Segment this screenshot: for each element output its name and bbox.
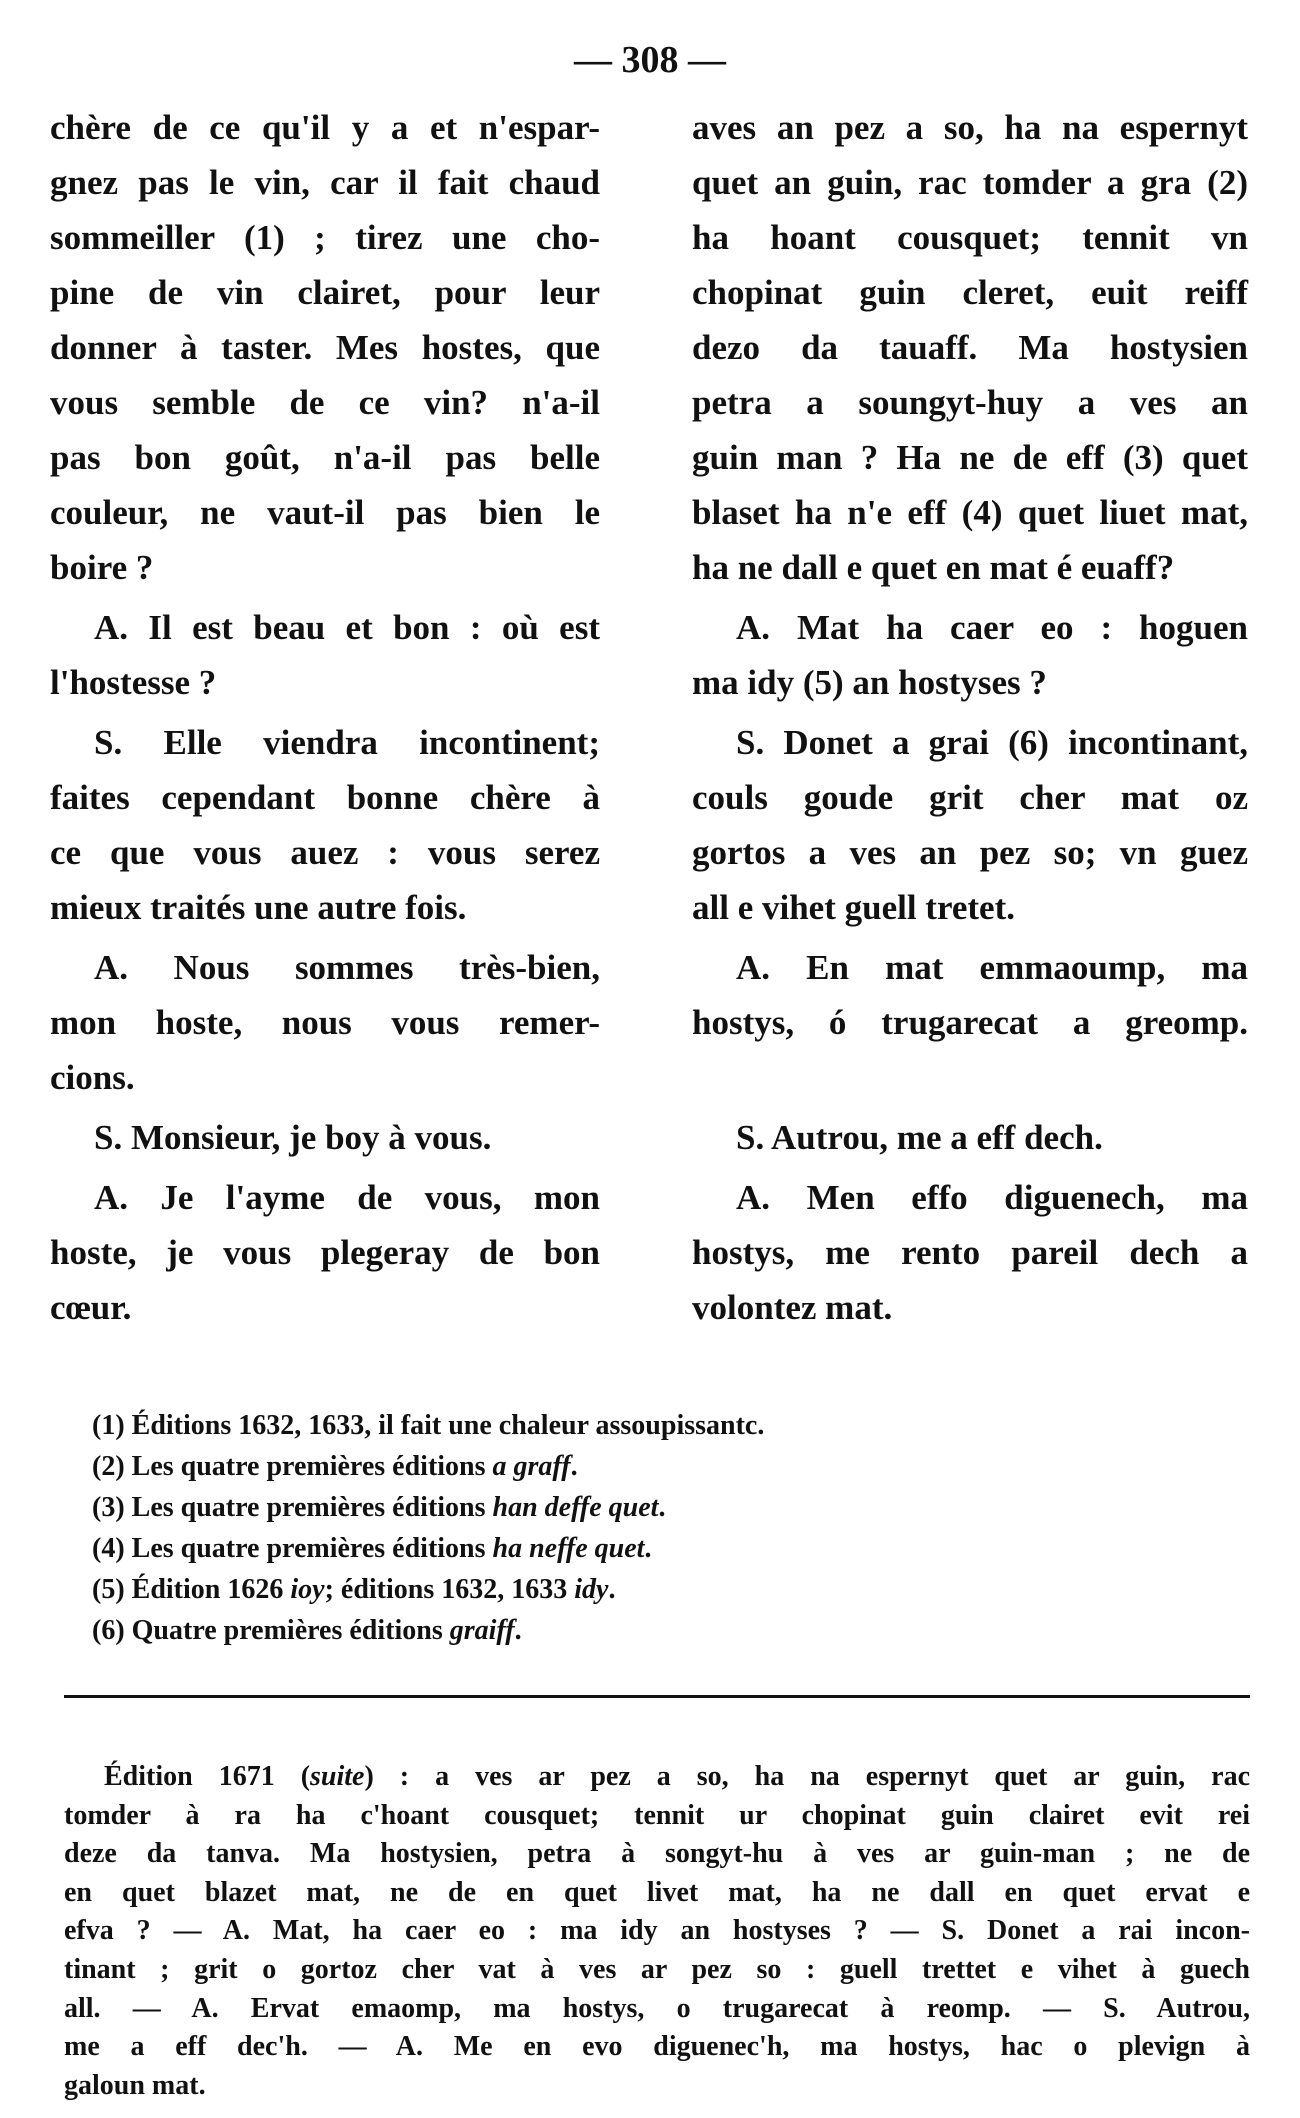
text: Édition 1671 ( [104, 1761, 311, 1792]
text: (5) Édition 1626 [92, 1574, 291, 1605]
text-line: A. Je l'ayme de vous, mon [94, 1178, 600, 1217]
text-line: mon hoste, nous vous remer- [50, 1003, 600, 1042]
text-line: hoste, je vous plegeray de bon [50, 1233, 600, 1272]
note-line [64, 2028, 1250, 2067]
text-line: boire ? [50, 548, 154, 587]
text-line: guin man ? Ha ne de eff (3) quet [692, 438, 1248, 477]
text: . [644, 1533, 652, 1564]
text: all. — A. Ervat emaomp, ma hostys, o trugarecat à reomp. — S. Autrou, [64, 1992, 1250, 2024]
text-line: quet an guin, rac tomder a gra (2) [692, 163, 1248, 202]
note-line [64, 1874, 1250, 1913]
text: tomder à ra ha c'hoant cousquet; tennit ur chopinat guin clairet evit rei [64, 1799, 1250, 1831]
text-line: blaset ha n'e eff (4) quet liuet mat, [692, 493, 1248, 532]
text-line [692, 1050, 1248, 1105]
note-line [64, 2067, 1250, 2106]
footnote [92, 1446, 1092, 1487]
text: ; éditions 1632, 1633 [324, 1574, 575, 1605]
text: efva ? — A. Mat, ha caer eo : ma idy an hostyses ? — S. Donet a rai incon- [64, 1915, 1250, 1947]
italic-text: graiff [449, 1615, 515, 1646]
text-line: ma idy (5) an hostyses ? [692, 663, 1047, 702]
text-line: S. Elle viendra incontinent; [94, 723, 600, 762]
footnotes [92, 1405, 1092, 1651]
text-line: all e vihet guell tretet. [692, 888, 1015, 927]
text-line: A. Men effo diguenech, ma [736, 1178, 1248, 1217]
italic-text: ioy [290, 1574, 325, 1605]
italic-text: han deffe quet [492, 1492, 659, 1523]
text: . [514, 1615, 522, 1646]
text-line: ce que vous auez : vous serez [50, 833, 600, 872]
text-line: pas bon goût, n'a-il pas belle [50, 438, 600, 477]
page-number: — 308 — [574, 39, 726, 81]
text-line: pine de vin clairet, pour leur [50, 273, 600, 312]
text-line: A. Mat ha caer eo : hoguen [736, 608, 1248, 647]
text: . [570, 1451, 578, 1482]
note-line [64, 1951, 1250, 1990]
text-line: chopinat guin cleret, euit reiff [692, 273, 1248, 312]
note-line [64, 1835, 1250, 1874]
footnote [92, 1487, 1092, 1528]
text: deze da tanva. Ma hostysien, petra à songyt-hu à ves ar guin-man ; ne de [64, 1838, 1250, 1870]
italic-text: suite [310, 1761, 365, 1792]
text: ) : a ves ar pez a so, ha na espernyt quet ar guin, rac [364, 1761, 1250, 1792]
text-line: chère de ce qu'il y a et n'espar- [50, 108, 600, 147]
text-line: faites cependant bonne chère à [50, 778, 600, 817]
footnote [92, 1610, 1092, 1651]
footnote [92, 1405, 1092, 1446]
text: . [608, 1574, 616, 1605]
note-line [64, 1990, 1250, 2029]
italic-text: ha neffe quet [492, 1533, 645, 1564]
left-column-french [50, 100, 600, 1335]
text: galoun mat. [64, 2069, 206, 2101]
text-line: A. Nous sommes très-bien, [94, 948, 600, 987]
divider-rule [64, 1695, 1250, 1698]
text-line: gnez pas le vin, car il fait chaud [50, 163, 600, 202]
text: (6) Quatre premières éditions [92, 1615, 450, 1646]
bottom-note-edition-1671 [64, 1758, 1250, 2105]
text: . [658, 1492, 666, 1523]
text: (2) Les quatre premières éditions [92, 1451, 493, 1482]
text: (4) Les quatre premières éditions [92, 1533, 493, 1564]
footnote [92, 1569, 1092, 1610]
text-line: ha hoant cousquet; tennit vn [692, 218, 1248, 257]
text-line: S. Donet a grai (6) incontinant, [736, 723, 1248, 762]
text: tinant ; grit o gortoz cher vat à ves ar pez so : guell trettet e vihet à guech [64, 1953, 1250, 1985]
italic-text: a graff [492, 1451, 571, 1482]
text-line: mieux traités une autre fois. [50, 888, 467, 927]
text-line: cœur. [50, 1288, 132, 1327]
footnote [92, 1528, 1092, 1569]
note-line [64, 1758, 1250, 1797]
note-line [64, 1912, 1250, 1951]
text-line: gortos a ves an pez so; vn guez [692, 833, 1248, 872]
note-line [64, 1797, 1250, 1836]
italic-text: idy [574, 1574, 609, 1605]
text-line: sommeiller (1) ; tirez une cho- [50, 218, 600, 257]
text-line: A. En mat emmaoump, ma [736, 948, 1248, 987]
text-line: petra a soungyt-huy a ves an [692, 383, 1248, 422]
text: (1) Éditions 1632, 1633, il fait une chaleur assoupissantc. [92, 1410, 765, 1441]
text-line: dezo da tauaff. Ma hostysien [692, 328, 1248, 367]
text-line: S. Autrou, me a eff dech. [736, 1118, 1103, 1157]
text: (3) Les quatre premières éditions [92, 1492, 493, 1523]
text-line: ha ne dall e quet en mat é euaff? [692, 548, 1175, 587]
text-line: A. Il est beau et bon : où est [94, 608, 600, 647]
text-line: couleur, ne vaut-il pas bien le [50, 493, 600, 532]
text-line: cions. [50, 1058, 135, 1097]
text-line: couls goude grit cher mat oz [692, 778, 1248, 817]
text: me a eff dec'h. — A. Me en evo diguenec'h, ma hostys, hac o plevign à [64, 2031, 1250, 2063]
text-line: volontez mat. [692, 1288, 893, 1327]
text-line: hostys, me rento pareil dech a [692, 1233, 1248, 1272]
text-line: aves an pez a so, ha na espernyt [692, 108, 1248, 147]
text-line: S. Monsieur, je boy à vous. [94, 1118, 492, 1157]
text-line: donner à taster. Mes hostes, que [50, 328, 600, 367]
text-line: hostys, ó trugarecat a greomp. [692, 1003, 1248, 1042]
text: en quet blazet mat, ne de en quet livet mat, ha ne dall en quet ervat e [64, 1876, 1250, 1908]
text-line: vous semble de ce vin? n'a-il [50, 383, 600, 422]
text-line: l'hostesse ? [50, 663, 217, 702]
right-column-breton [692, 100, 1248, 1335]
